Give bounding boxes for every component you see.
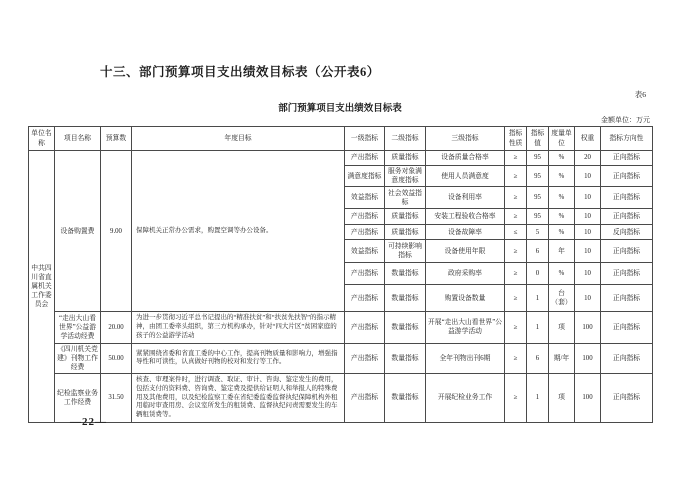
value-cell: 0 [527, 263, 549, 285]
value-cell: 1 [527, 374, 549, 423]
weight-cell: 10 [575, 166, 601, 187]
section-title: 十三、部门预算项目支出绩效目标表（公开表6） [100, 65, 380, 79]
direction-cell: 正向指标 [601, 166, 653, 187]
level1-indicator-cell: 产出指标 [345, 343, 385, 374]
project-name-cell: 《四川机关党建》刊物工作经费 [55, 343, 101, 374]
column-header-weight: 权重 [575, 127, 601, 151]
budget-cell: 31.50 [101, 374, 132, 423]
value-cell: 95 [527, 166, 549, 187]
nature-cell: ≥ [505, 374, 527, 423]
header-row [29, 127, 653, 151]
nature-cell: ≥ [505, 187, 527, 209]
level3-indicator-cell: 设备使用年限 [426, 240, 505, 263]
column-header-budget: 预算数 [101, 127, 132, 151]
annual-goal-cell: 保障机关正常办公需求，购置空调等办公设备。 [132, 151, 345, 312]
project-name-cell: 设备购置费 [55, 151, 101, 312]
unit-cell: % [549, 166, 575, 187]
budget-cell: 20.00 [101, 312, 132, 343]
value-cell: 6 [527, 240, 549, 263]
direction-cell: 正向指标 [601, 187, 653, 209]
column-header-value: 指标值 [527, 127, 549, 151]
level3-indicator-cell: 开展“走出大山看世界”公益游学活动 [426, 312, 505, 343]
level2-indicator-cell: 数量指标 [385, 312, 426, 343]
column-header-direction: 指标方向性 [601, 127, 653, 151]
weight-cell: 10 [575, 187, 601, 209]
level3-indicator-cell: 设备质量合格率 [426, 151, 505, 166]
weight-cell: 100 [575, 343, 601, 374]
page-number: —22— [70, 416, 107, 428]
level2-indicator-cell: 数量指标 [385, 263, 426, 285]
level1-indicator-cell: 产出指标 [345, 209, 385, 225]
direction-cell: 正向指标 [601, 374, 653, 423]
unit-cell: % [549, 225, 575, 240]
unit-cell: % [549, 263, 575, 285]
value-cell: 95 [527, 187, 549, 209]
unit-cell: % [549, 151, 575, 166]
direction-cell: 正向指标 [601, 209, 653, 225]
level3-indicator-cell: 开展纪检业务工作 [426, 374, 505, 423]
level3-indicator-cell: 全年刊物出刊6期 [426, 343, 505, 374]
project-name-cell: 纪检监察业务工作经费 [55, 374, 101, 423]
value-cell: 1 [527, 285, 549, 312]
direction-cell: 正向指标 [601, 343, 653, 374]
level2-indicator-cell: 数量指标 [385, 374, 426, 423]
column-header-nature: 指标性质 [505, 127, 527, 151]
level2-indicator-cell: 数量指标 [385, 285, 426, 312]
value-cell: 95 [527, 151, 549, 166]
unit-cell: 期/年 [549, 343, 575, 374]
level1-indicator-cell: 效益指标 [345, 187, 385, 209]
level1-indicator-cell: 产出指标 [345, 151, 385, 166]
project-name-cell: “走出大山看世界”公益游学活动经费 [55, 312, 101, 343]
direction-cell: 正向指标 [601, 312, 653, 343]
level3-indicator-cell: 使用人员满意度 [426, 166, 505, 187]
table-title: 部门预算项目支出绩效目标表 [278, 104, 402, 114]
level1-indicator-cell: 满意度指标 [345, 166, 385, 187]
table-row [29, 343, 653, 374]
nature-cell: ≥ [505, 263, 527, 285]
direction-cell: 正向指标 [601, 240, 653, 263]
level3-indicator-cell: 政府采购率 [426, 263, 505, 285]
level3-indicator-cell: 购置设备数量 [426, 285, 505, 312]
level1-indicator-cell: 产出指标 [345, 374, 385, 423]
weight-cell: 10 [575, 240, 601, 263]
column-header-unit: 度量单位 [549, 127, 575, 151]
level1-indicator-cell: 产出指标 [345, 285, 385, 312]
nature-cell: ≥ [505, 312, 527, 343]
level1-indicator-cell: 效益指标 [345, 240, 385, 263]
table-row [29, 312, 653, 343]
nature-cell: ≥ [505, 285, 527, 312]
value-cell: 1 [527, 312, 549, 343]
weight-cell: 100 [575, 312, 601, 343]
unit-name-cell: 中共四川省直属机关工作委员会 [29, 151, 55, 423]
nature-cell: ≥ [505, 343, 527, 374]
table-row [29, 151, 653, 166]
level1-indicator-cell: 产出指标 [345, 312, 385, 343]
unit-cell: 台（套） [549, 285, 575, 312]
weight-cell: 100 [575, 374, 601, 423]
column-header-level1: 一级指标 [345, 127, 385, 151]
level2-indicator-cell: 可持续影响指标 [385, 240, 426, 263]
weight-cell: 20 [575, 151, 601, 166]
nature-cell: ≥ [505, 166, 527, 187]
unit-cell: % [549, 187, 575, 209]
column-header-level3: 三级指标 [426, 127, 505, 151]
column-header-unit-name: 单位名称 [29, 127, 55, 151]
budget-cell: 9.00 [101, 151, 132, 312]
value-cell: 5 [527, 225, 549, 240]
value-cell: 6 [527, 343, 549, 374]
unit-cell: 项 [549, 374, 575, 423]
level2-indicator-cell: 质量指标 [385, 209, 426, 225]
weight-cell: 10 [575, 209, 601, 225]
value-cell: 95 [527, 209, 549, 225]
column-header-annual-goal: 年度目标 [132, 127, 345, 151]
annual-goal-cell: 核查、审理案件时，进行调查、取证、审计、咨询、鉴定发生的费用，包括支付的资料费、咨询费、鉴定费及提供给证明人和举报人的特殊费用及其他费用，以及纪检监察工委在省纪委监委监督执纪保障机构外租用临时审查用房、会议室所发生的租赁费、监督执纪问责需要发生的车辆租赁费等。 [132, 374, 345, 423]
level2-indicator-cell: 社会效益指标 [385, 187, 426, 209]
weight-cell: 10 [575, 225, 601, 240]
direction-cell: 正向指标 [601, 263, 653, 285]
level3-indicator-cell: 设备故障率 [426, 225, 505, 240]
column-header-project-name: 项目名称 [55, 127, 101, 151]
nature-cell: ≤ [505, 225, 527, 240]
nature-cell: ≥ [505, 240, 527, 263]
level2-indicator-cell: 质量指标 [385, 225, 426, 240]
table-tag: 表6 [634, 90, 646, 99]
budget-cell: 50.00 [101, 343, 132, 374]
unit-cell: 项 [549, 312, 575, 343]
annual-goal-cell: 紧紧围绕省委和省直工委的中心工作，提高刊物质量和影响力，增强指导性和可读性，认真做好刊物的校对和发行等工作。 [132, 343, 345, 374]
nature-cell: ≥ [505, 209, 527, 225]
unit-note: 金额单位：万元 [601, 116, 650, 124]
level1-indicator-cell: 产出指标 [345, 263, 385, 285]
level2-indicator-cell: 数量指标 [385, 343, 426, 374]
annual-goal-cell: 为进一步贯彻习近平总书记提出的“精准扶贫”和“扶贫先扶智”的指示精神，由团工委牵头组织，第三方机构承办，针对“四大片区”贫困家庭的孩子的公益游学活动 [132, 312, 345, 343]
level2-indicator-cell: 服务对象满意度指标 [385, 166, 426, 187]
unit-cell: 年 [549, 240, 575, 263]
direction-cell: 正向指标 [601, 285, 653, 312]
level3-indicator-cell: 安装工程验收合格率 [426, 209, 505, 225]
direction-cell: 反向指标 [601, 225, 653, 240]
budget-performance-table [28, 126, 653, 423]
direction-cell: 正向指标 [601, 151, 653, 166]
weight-cell: 10 [575, 285, 601, 312]
level1-indicator-cell: 产出指标 [345, 225, 385, 240]
unit-cell: % [549, 209, 575, 225]
level3-indicator-cell: 设备利用率 [426, 187, 505, 209]
nature-cell: ≥ [505, 151, 527, 166]
table-row [29, 374, 653, 423]
column-header-level2: 二级指标 [385, 127, 426, 151]
weight-cell: 10 [575, 263, 601, 285]
level2-indicator-cell: 质量指标 [385, 151, 426, 166]
